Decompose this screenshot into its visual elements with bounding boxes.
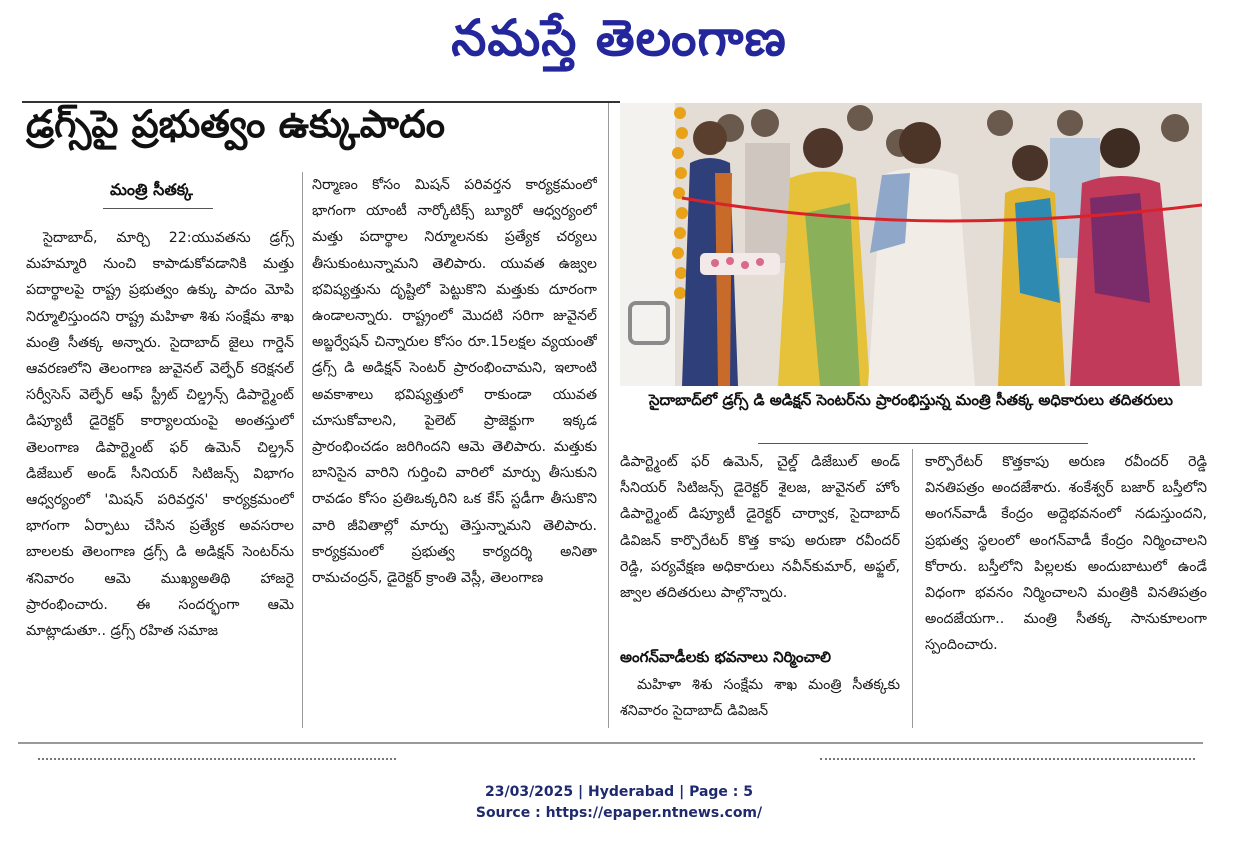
article-column-1 <box>26 225 294 725</box>
article-column-2 <box>312 172 597 725</box>
column-3-text: డిపార్ట్మెంట్ ఫర్ ఉమెన్, చైల్డ్ డిజేబుల్ అండ్ సీనియర్ సిటిజన్స్ డైరెక్టర్ శైలజ, జువైనల్ హోం డిపార్ట్మెంట్ డిప్యూటీ డైరెక్టర్ చార్వాక, సైదాబాద్ డివిజన్ కార్పొరేటర్ కొత్త కాపు అరుణా రవీందర్ రెడ్డి, పర్యవేక్షణ అధికారులు నవీన్‌కుమార్, అఫ్జల్, జ్వాల తదితరులు పాల్గొన్నారు. <box>620 454 900 602</box>
article-headline: డ్రగ్స్‌పై ప్రభుత్వం ఉక్కుపాదం <box>26 102 446 146</box>
article-column-3-continued <box>620 672 900 728</box>
article-byline: మంత్రి సీతక్క <box>110 180 193 199</box>
photo-caption: సైదాబాద్‌లో డ్రగ్స్ డి అడిక్షన్ సెంటర్‌ను ప్రారంభిస్తున్న మంత్రి సీతక్క అధికారులు తదితరులు <box>649 391 1173 409</box>
photo-illustration <box>620 103 1202 386</box>
column-1-text: సైదాబాద్, మార్చి 22:యువతను డ్రగ్స్ మహమ్మారి నుంచి కాపాడుకోవడానికి మత్తు పదార్థాలపై రాష్ట్ర ప్రభుత్వం ఉక్కు పాదం మోపి నిర్మూలిస్తుందని రాష్ట్ర మహిళా శిశు సంక్షేమ శాఖ మంత్రి సీతక్క అన్నారు. సైదాబాద్ జైలు గార్డెన్ ఆవరణలోని తెలంగాణ జువైనల్ వెల్ఫేర్ కరెక్షనల్ సర్వీసెస్ వెల్ఫేర్ ఆఫ్ స్ట్రీట్ చిల్డ్రన్స్ డిపార్ట్మెంట్ డిప్యూటీ డైరెక్టర్ కార్యాలయంపై అంతస్తులో తెలంగాణ డిపార్ట్మెంట్ ఫర్ ఉమెన్ చిల్డ్రన్ డిజేబుల్ అండ్ సీనియర్ సిటిజన్స్ విభాగం ఆధ్వర్యంలో 'మిషన్ పరివర్తన' కార్యక్రమంలో భాగంగా ఏర్పాటు చేసిన ప్రత్యేక అవసరాల బాలలకు తెలంగాణ డ్రగ్స్ డి అడిక్షన్ సెంటర్‌ను శనివారం ఆమె ముఖ్యఅతిథి హాజరై ప్రారంభించారు. ఈ సందర్భంగా ఆమె మాట్లాడుతూ.. డ్రగ్స్ రహిత సమాజ <box>26 230 294 640</box>
article-column-3 <box>620 449 900 641</box>
page-footer <box>0 782 1238 824</box>
clipped-text-line <box>38 758 396 764</box>
caption-rule <box>758 443 1088 444</box>
clipped-text-line <box>820 758 1195 764</box>
article-column-4 <box>925 449 1207 729</box>
article-subhead: అంగన్‌వాడీలకు భవనాలు నిర్మించాలి <box>620 648 832 666</box>
newspaper-logo: నమస్తే తెలంగాణ <box>451 9 787 67</box>
column-divider <box>608 103 609 728</box>
news-photo <box>620 103 1202 386</box>
column-divider <box>302 172 303 728</box>
byline-rule <box>103 208 213 209</box>
page-bottom-rule <box>18 742 1203 744</box>
column-divider <box>912 449 913 728</box>
footer-source: Source : https://epaper.ntnews.com/ <box>475 805 763 821</box>
column-4-text: కార్పొరేటర్ కొత్తకాపు అరుణ రవీందర్ రెడ్డి వినతిపత్రం అందజేశారు. శంకేశ్వర్ బజార్ బస్తీలోని అంగన్‌వాడీ కేంద్రం అద్దెభవనంలో నడుస్తుందని, ప్రభుత్వ స్థలంలో అంగన్‌వాడీ కేంద్రం నిర్మించాలని కోరారు. బస్తీలోని పిల్లలకు అందుబాటులో ఉండే విధంగా భవనం నిర్మించాలని మంత్రికి వినతిపత్రం అందజేయగా.. మంత్రి సీతక్క సానుకూలంగా స్పందించారు. <box>925 454 1207 654</box>
masthead <box>0 0 1238 80</box>
column-3b-text: మహిళా శిశు సంక్షేమ శాఖ మంత్రి సీతక్కకు శనివారం సైదాబాద్ డివిజన్ <box>620 677 900 720</box>
column-2-text: నిర్మాణం కోసం మిషన్ పరివర్తన కార్యక్రమంలో భాగంగా యాంటీ నార్కోటిక్స్ బ్యూరో ఆధ్వర్యంలో మత్తు పదార్థాల నిర్మూలనకు ప్రత్యేక చర్యలు తీసుకుంటున్నామని తెలిపారు. యువత ఉజ్వల భవిష్యత్తును దృష్టిలో పెట్టుకొని మత్తుకు దూరంగా ఉండాలన్నారు. రాష్ట్రంలో మొదటి సరిగా జువైనల్ అబ్జర్వేషన్ చిన్నారుల కోసం రూ.15లక్షల వ్యయంతో డ్రగ్స్ డి అడిక్షన్ సెంటర్ ప్రారంభించామని, ఇలాంటి అవకాశాలు భవిష్యత్తులో రాకుండా యువత చూసుకోవాలని, పైలెట్ ప్రాజెక్టుగా ఇక్కడ ప్రారంభించడం జరిగిందని ఆమె తెలిపారు. మత్తుకు బానిసైన వారిని గుర్తించి వారిలో మార్పు తీసుకుని రావడం కోసం ప్రతిఒక్కరిని ఒక కేస్ స్టడీగా తీసుకొని వారి జీవితాల్లో మార్పు తెస్తున్నామని తెలిపారు. కార్యక్రమంలో ప్రభుత్వ కార్యదర్శి అనితా రామచంద్రన్, డైరెక్టర్ క్రాంతి వెస్లీ, తెలంగాణ <box>312 177 597 587</box>
footer-date-page: 23/03/2025 | Hyderabad | Page : 5 <box>484 784 754 800</box>
